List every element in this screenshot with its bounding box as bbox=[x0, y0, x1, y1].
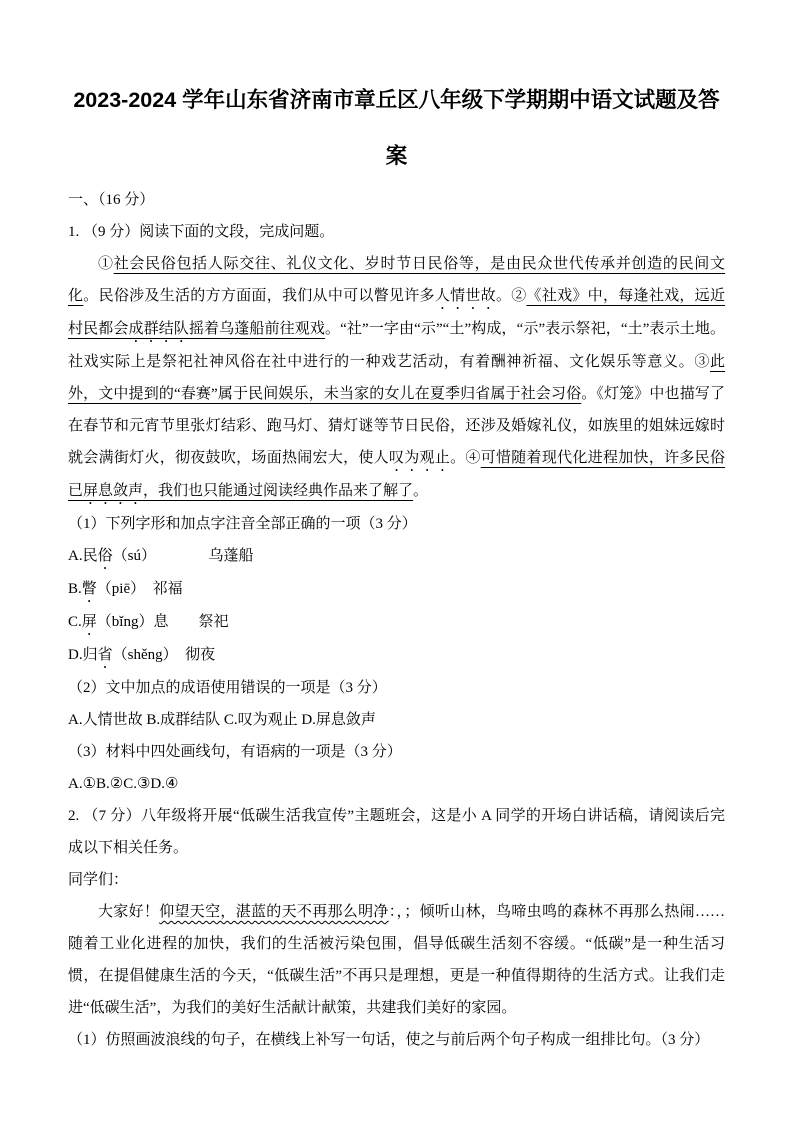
text-segment: （shěng） 彻夜 bbox=[112, 647, 216, 663]
text-segment: ：，；倾听山林，鸟啼虫鸣的森林不再那么热闹……随着工业化进程的加快，我们的生活被污染包围，倡导低碳生活刻不容缓。“低碳”是一种生活习惯，在提倡健康生活的今天，“低碳生活”不再只是理想，更是一种值得期待的生活方式。让我们走进“低碳生活”，为我们的美好生活献计献策，共建我们美好的家园。 bbox=[68, 904, 725, 1016]
text-segment: 俗 bbox=[97, 548, 113, 564]
text-segment: 。《灯笼》中也描写了在春节和元宵节里张灯结彩、跑马灯、猜灯谜等节日民俗，还涉及婚嫁礼仪，如族里的姐妹远嫁时就会满街灯火，彻夜鼓吹，场面热闹宏大，使人 bbox=[68, 386, 725, 466]
question-1-1-stem: （1）下列字形和加点字注音全部正确的一项（3 分） bbox=[68, 516, 417, 532]
text-segment: 可惜随着现代化进程加快，许多民俗已 bbox=[68, 450, 725, 499]
text-segment: 。 bbox=[413, 483, 429, 499]
text-segment: 摇着乌蓬船前往观戏 bbox=[188, 321, 325, 337]
text-segment: 屏息敛声 bbox=[83, 483, 144, 499]
text-segment: ① bbox=[98, 256, 114, 272]
text-segment: 瞥 bbox=[81, 581, 97, 597]
question-2-intro: 2. （7 分）八年级将开展“低碳生活我宣传”主题班会，这是小 A 同学的开场白讲话稿，请阅读后完成以下相关任务。 bbox=[68, 808, 725, 856]
text-segment: 省 bbox=[97, 647, 113, 663]
text-segment: 大家好！ bbox=[98, 904, 160, 920]
text-segment: 屏 bbox=[81, 614, 97, 630]
text-segment: D.归 bbox=[68, 647, 98, 663]
text-segment: 此外，文中提到的“春赛”属于民间娱乐，未当家的女儿在夏季归省属于社会习俗 bbox=[68, 354, 725, 402]
exam-title-line1: 2023-2024 学年山东省济南市章丘区八年级下学期期中语文试题及答 bbox=[73, 88, 720, 112]
question-1-1-option-a bbox=[68, 540, 725, 573]
question-2-1-stem: （1）仿照画波浪线的句子，在横线上补写一句话，使之与前后两个句子构成一组排比句。（3 分） bbox=[68, 1032, 710, 1048]
question-2-salutation: 同学们： bbox=[68, 872, 129, 888]
question-1-intro: 1. （9 分）阅读下面的文段，完成问题。 bbox=[68, 224, 335, 240]
text-segment: 成群结队 bbox=[128, 321, 189, 337]
text-segment: 社会民俗包括人际交往、礼仪文化、岁时节日民俗等，是由民众世代传承并创造的民间文化 bbox=[68, 256, 725, 304]
text-segment: （sú） 乌蓬船 bbox=[112, 548, 254, 564]
question-1-3-stem: （3）材料中四处画线句，有语病的一项是（3 分） bbox=[68, 744, 402, 760]
question-1-1-option-b bbox=[68, 573, 725, 606]
exam-title-line2: 案 bbox=[385, 144, 408, 168]
text-segment: C. bbox=[68, 614, 82, 630]
text-segment: 。④ bbox=[450, 450, 481, 466]
text-segment: B. bbox=[68, 581, 82, 597]
question-1-2-options: A.人情世故 B.成群结队 C.叹为观止 D.屏息敛声 bbox=[68, 712, 376, 728]
text-segment: 。民俗涉及生活的方方面面，我们从中可以瞥见许多 bbox=[83, 288, 435, 304]
text-segment: 叹为观止 bbox=[388, 450, 451, 466]
text-segment: 人情世故 bbox=[434, 288, 496, 304]
exam-title bbox=[68, 72, 725, 184]
question-2-speech bbox=[68, 896, 725, 1024]
text-segment: 。② bbox=[495, 288, 527, 304]
text-segment: 。“社”一字由“示”“土”构成，“示”表示祭祀，“土”表示土地。社戏实际上是祭祀社神风俗在社中进行的一种戏艺活动，有着酬神祈福、文化娱乐等意义。③ bbox=[68, 321, 725, 370]
section-1-heading: 一、（16 分） bbox=[68, 192, 155, 208]
question-1-1-option-d bbox=[68, 639, 725, 672]
text-segment: 《社戏》中，每逢社戏，远近村民都会 bbox=[68, 288, 725, 337]
question-1-3-options: A.①B.②C.③D.④ bbox=[68, 776, 179, 792]
text-segment: 仰望天空，湛蓝的天不再那么明净 bbox=[159, 904, 389, 920]
question-1-2-stem: （2）文中加点的成语使用错误的一项是（3 分） bbox=[68, 680, 387, 696]
text-segment: （bǐng）息 祭祀 bbox=[96, 614, 229, 630]
text-segment: ，我们也只能通过阅读经典作品来了解了 bbox=[143, 483, 414, 499]
question-1-passage bbox=[68, 248, 725, 508]
text-segment: A.民 bbox=[68, 548, 98, 564]
question-1-1-option-c bbox=[68, 606, 725, 639]
text-segment: （piē） 祁福 bbox=[96, 581, 183, 597]
